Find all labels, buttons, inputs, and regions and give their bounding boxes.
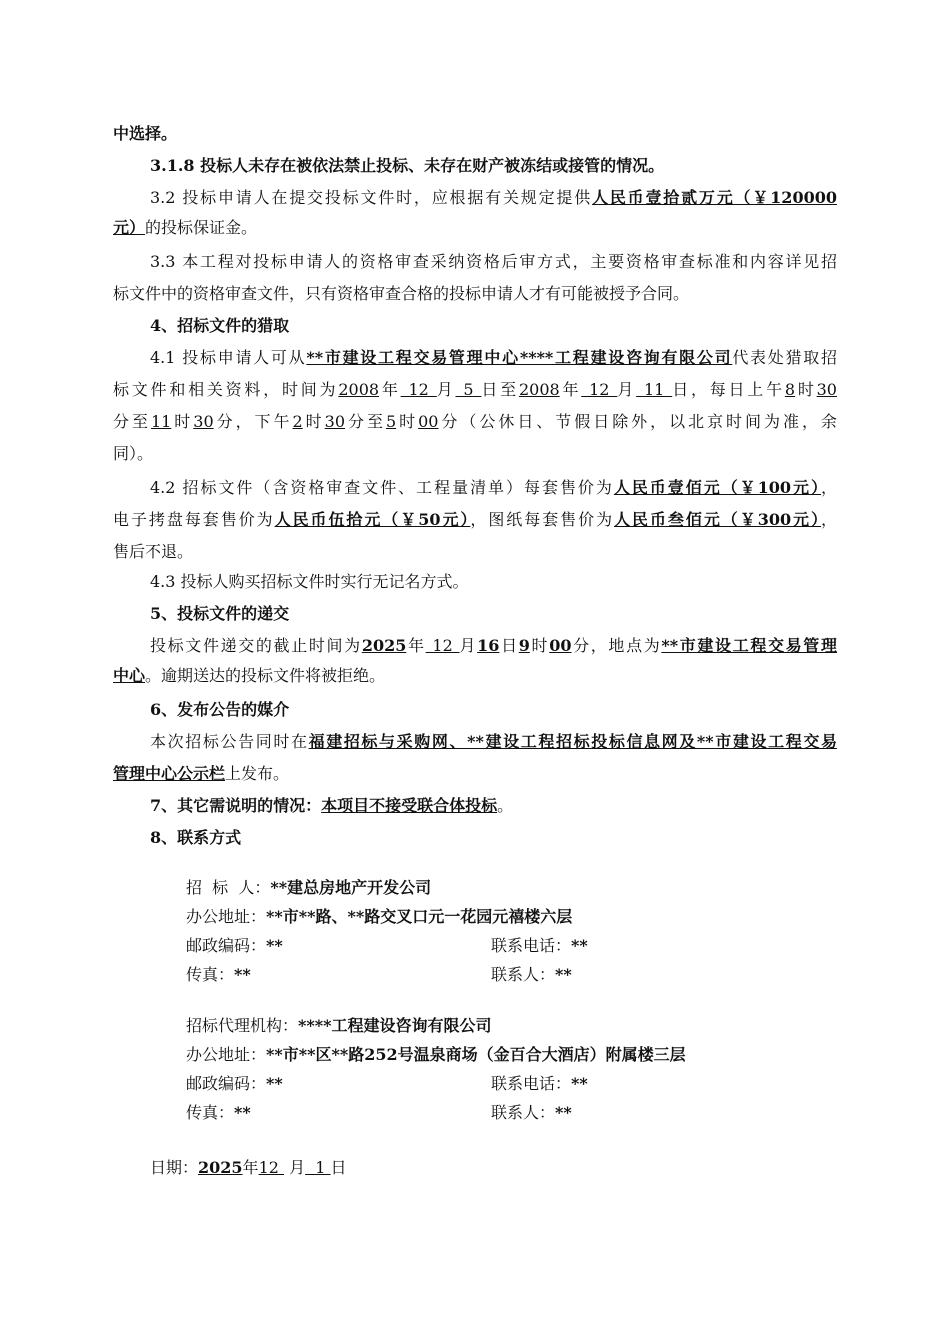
section-6-line1: 本次招标公告同时在福建招标与采购网、**建设工程招标投标信息网及**市建设工程交易 bbox=[150, 732, 837, 751]
clause-4-1-line4: 同）。 bbox=[113, 444, 154, 463]
section-5-line2: 中心。逾期送达的投标文件将被拒绝。 bbox=[113, 666, 386, 685]
clause-4-2-line1: 4.2 招标文件（含资格审查文件、工程量清单）每套售价为人民币壹佰元（￥100元）， bbox=[150, 478, 837, 497]
clause-3-2-line1: 3.2 投标申请人在提交投标文件时，应根据有关规定提供人民币壹拾贰万元（￥120000 bbox=[150, 188, 837, 207]
clause-4-2-line3: 售后不退。 bbox=[113, 542, 194, 561]
clause-4-3: 4.3 投标人购买招标文件时实行无记名方式。 bbox=[150, 572, 469, 591]
agent-address-row: 办公地址：**市**区**路252号温泉商场（金百合大酒店）附属楼三层 bbox=[186, 1045, 686, 1064]
agent-phone-row: 联系电话：** bbox=[491, 1074, 588, 1093]
document-date: 日期：2025年12 月 1 日 bbox=[150, 1158, 347, 1177]
agent-postcode-row: 邮政编码：** bbox=[186, 1074, 283, 1093]
section-6-line2: 管理中心公示栏上发布。 bbox=[113, 764, 290, 783]
agent-contact-row: 联系人：** bbox=[491, 1103, 572, 1122]
clause-4-1-line2: 标文件和相关资料，时间为2008年 12 月 5 日至2008年 12 月 11 日，每日上午8时30 bbox=[113, 380, 837, 399]
section-6-heading: 6、发布公告的媒介 bbox=[150, 700, 290, 719]
section-5-line1: 投标文件递交的截止时间为2025年 12 月16日9时00分，地点为**市建设工程交易管理 bbox=[150, 636, 837, 655]
clause-4-1-line1: 4.1 投标申请人可从**市建设工程交易管理中心****工程建设咨询有限公司代表处猎取招 bbox=[150, 348, 837, 367]
clause-3-3-line1: 3.3 本工程对投标申请人的资格审查采纳资格后审方式，主要资格审查标准和内容详见招 bbox=[150, 252, 837, 271]
tenderer-phone-row: 联系电话：** bbox=[491, 936, 588, 955]
section-5-heading: 5、投标文件的递交 bbox=[150, 604, 290, 623]
clause-4-2-line2: 电子拷盘每套售价为人民币伍拾元（￥50元），图纸每套售价为人民币叁佰元（￥300元）， bbox=[113, 510, 837, 529]
agent-name-row: 招标代理机构：****工程建设咨询有限公司 bbox=[186, 1016, 492, 1035]
section-8-heading: 8、联系方式 bbox=[150, 828, 242, 847]
tenderer-postcode-row: 邮政编码：** bbox=[186, 936, 283, 955]
clause-3-2-line2: 元）的投标保证金。 bbox=[113, 218, 258, 237]
section-4-heading: 4、招标文件的猎取 bbox=[150, 316, 290, 335]
tenderer-contact-row: 联系人：** bbox=[491, 965, 572, 984]
section-7: 7、其它需说明的情况：本项目不接受联合体投标。 bbox=[150, 796, 514, 815]
tenderer-fax-row: 传真：** bbox=[186, 965, 251, 984]
agent-fax-row: 传真：** bbox=[186, 1103, 251, 1122]
clause-3-1-8: 3.1.8 投标人未存在被依法禁止投标、未存在财产被冻结或接管的情况。 bbox=[150, 156, 665, 175]
clause-4-1-line3: 分至11时30分，下午2时30分至5时00分（公休日、节假日除外，以北京时间为准，余 bbox=[113, 412, 837, 431]
clause-3-3-line2: 标文件中的资格审查文件，只有资格审查合格的投标申请人才有可能被授予合同。 bbox=[113, 284, 690, 303]
paragraph-continuation: 中选择。 bbox=[113, 124, 178, 143]
tenderer-name-row: 招 标 人：**建总房地产开发公司 bbox=[186, 878, 432, 897]
tenderer-address-row: 办公地址：**市**路、**路交叉口元一花园元禧楼六层 bbox=[186, 907, 573, 926]
